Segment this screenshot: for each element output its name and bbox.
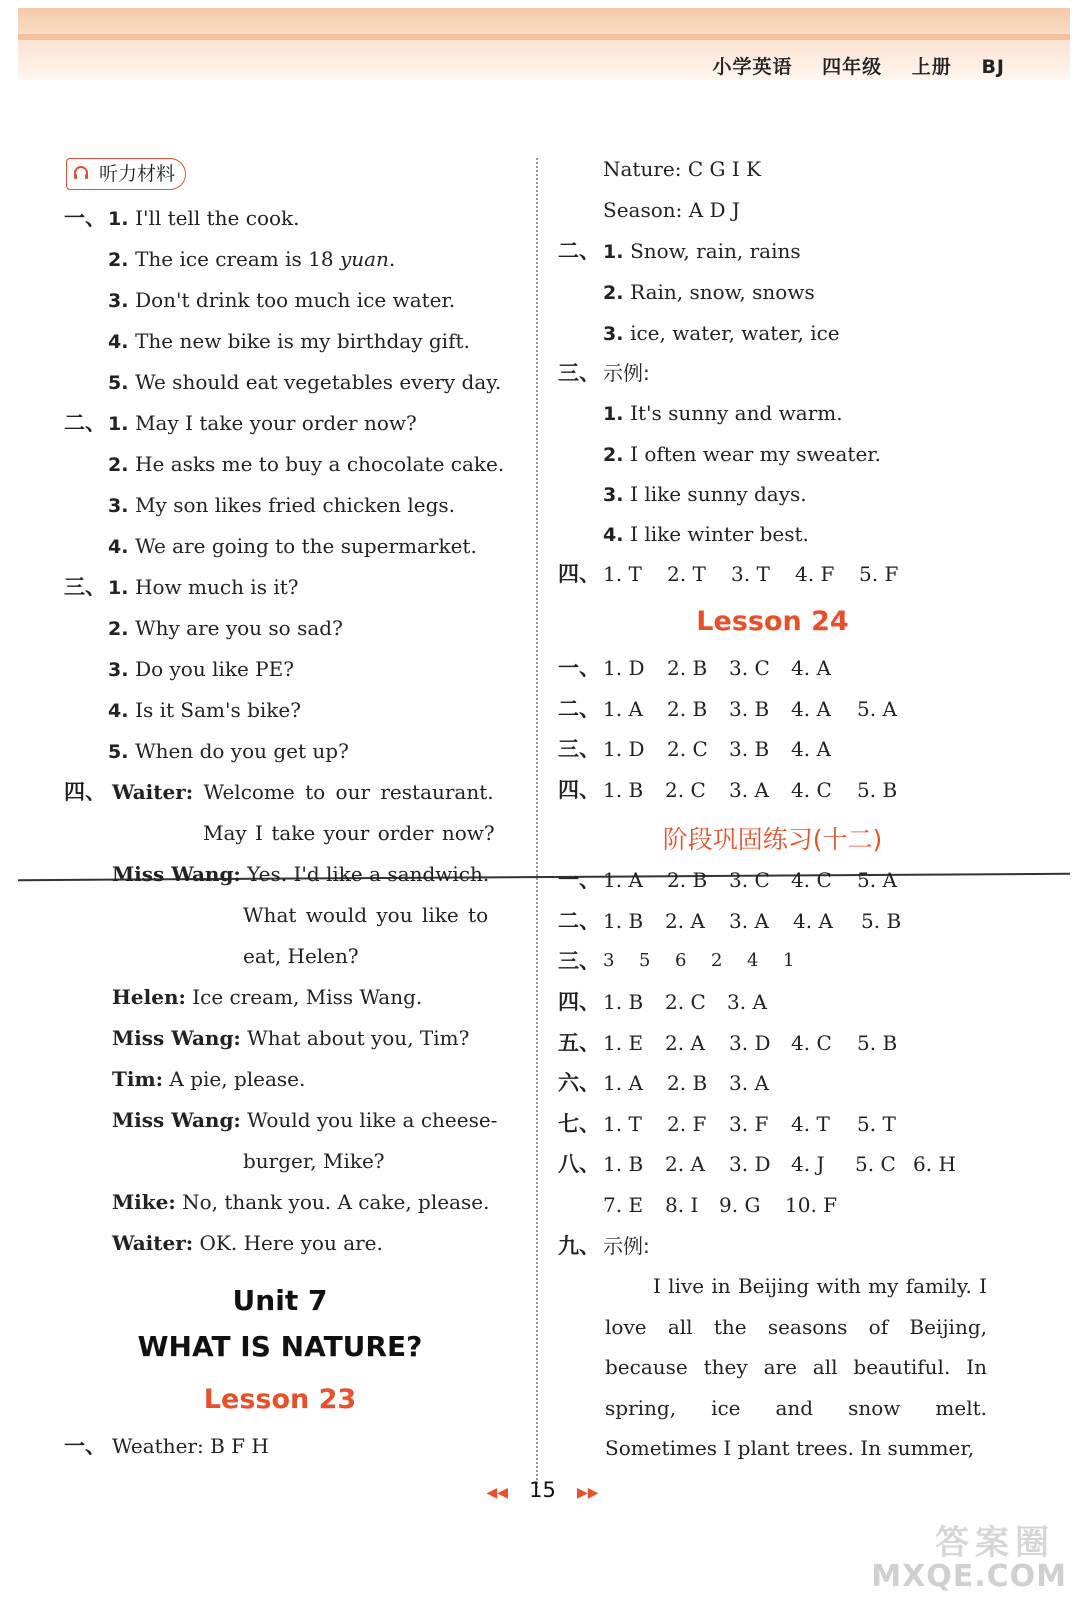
tag-label: 听力材料 <box>99 163 176 185</box>
dialogue-line: Waiter: Welcome to our restaurant. <box>112 780 494 804</box>
answer-row: 3 5 6 2 4 1 <box>603 950 795 971</box>
section-marker: 六、 <box>558 1071 600 1095</box>
list-item: 4. I like winter best. <box>603 522 809 546</box>
headphones-icon <box>73 166 89 180</box>
answer-row: 7. E 8. I 9. G 10. F <box>603 1193 838 1217</box>
section-marker: 三、 <box>64 575 106 599</box>
section-marker: 九、 <box>558 1234 600 1258</box>
section-marker: 七、 <box>558 1112 600 1136</box>
list-item: 1. How much is it? <box>108 575 299 599</box>
list-item: 2. Why are you so sad? <box>108 616 343 640</box>
header-stripe <box>18 34 1070 40</box>
column-divider <box>536 158 538 1488</box>
weather-answer: Weather: B F H <box>112 1434 269 1458</box>
header-meta <box>691 52 1005 79</box>
answer-row: 1. E 2. A 3. D 4. C 5. B <box>603 1031 898 1055</box>
header-grade: 四年级 <box>822 56 883 78</box>
lesson-23-heading: Lesson 23 <box>203 1384 357 1415</box>
list-item: 1. May I take your order now? <box>108 411 417 435</box>
list-item: 3. ice, water, water, ice <box>603 321 840 345</box>
answer-row: 1. B 2. A 3. A 4. A 5. B <box>603 909 902 933</box>
header-edition: BJ <box>981 56 1005 78</box>
watermark-logo: 答案圈 <box>935 1523 1055 1563</box>
answer-row: 1. A 2. B 3. A <box>603 1071 769 1095</box>
answer-row: 1. T 2. T 3. T 4. F 5. F <box>603 562 899 586</box>
section-marker: 三、 <box>558 361 600 385</box>
section-marker: 二、 <box>558 239 600 263</box>
list-item: 4. The new bike is my birthday gift. <box>108 329 470 353</box>
section-marker: 五、 <box>558 1031 600 1055</box>
answer-row: 1. D 2. C 3. B 4. A <box>603 737 831 761</box>
dialogue-line: Miss Wang: Would you like a cheese- <box>112 1108 498 1132</box>
list-item: 1. I'll tell the cook. <box>108 206 300 230</box>
prev-arrows-icon: ◀◀ <box>486 1485 509 1501</box>
dialogue-line: What would you like to <box>243 903 489 927</box>
section-marker: 二、 <box>558 697 600 721</box>
list-item: 4. We are going to the supermarket. <box>108 534 477 558</box>
answer-row: 1. B 2. A 3. D 4. J 5. C 6. H <box>603 1152 956 1176</box>
section-marker: 一、 <box>64 206 106 230</box>
list-item: 4. Is it Sam's bike? <box>108 698 301 722</box>
dialogue-line: Miss Wang: Yes. I'd like a sandwich. <box>112 862 490 886</box>
example-label: 示例: <box>603 361 650 385</box>
header-subject: 小学英语 <box>712 56 793 78</box>
list-item: 5. When do you get up? <box>108 739 349 763</box>
list-item: 1. Snow, rain, rains <box>603 239 801 263</box>
list-item: 2. The ice cream is 18 yuan. <box>108 247 396 271</box>
unit-number: Unit 7 <box>232 1284 328 1317</box>
answer-row: 1. A 2. B 3. C 4. C 5. A <box>603 868 897 892</box>
answer-row: 1. D 2. B 3. C 4. A <box>603 656 831 680</box>
section-marker: 一、 <box>558 868 600 892</box>
answer-row: 1. T 2. F 3. F 4. T 5. T <box>603 1112 896 1136</box>
watermark-url: MXQE.COM <box>871 1559 1067 1594</box>
example-label: 示例: <box>603 1234 650 1258</box>
list-item: 3. My son likes fried chicken legs. <box>108 493 455 517</box>
dialogue-line: Waiter: OK. Here you are. <box>112 1231 383 1255</box>
unit-title: WHAT IS NATURE? <box>137 1330 423 1363</box>
section-marker: 二、 <box>64 411 106 435</box>
section-marker: 八、 <box>558 1152 600 1176</box>
page-footer <box>0 1478 1085 1502</box>
dialogue-line: Miss Wang: What about you, Tim? <box>112 1026 470 1050</box>
lesson-24-heading: Lesson 24 <box>696 606 849 637</box>
next-arrows-icon: ▶▶ <box>576 1485 599 1501</box>
nature-answer: Nature: C G I K <box>603 157 762 181</box>
answer-row: 1. B 2. C 3. A <box>603 990 767 1014</box>
section-marker: 四、 <box>64 780 106 804</box>
list-item: 2. He asks me to buy a chocolate cake. <box>108 452 505 476</box>
section-marker: 三、 <box>558 737 600 761</box>
dialogue-line: burger, Mike? <box>243 1149 385 1173</box>
dialogue-line: May I take your order now? <box>203 821 495 845</box>
section-marker: 三、 <box>558 949 600 973</box>
example-paragraph: I live in Beijing with my family. I love all the seasons of Beijing, because they are all beautiful. In spring, ice and snow melt. Sometimes I plant trees. In summer, <box>605 1274 987 1460</box>
list-item: 5. We should eat vegetables every day. <box>108 370 502 394</box>
dialogue-line: Helen: Ice cream, Miss Wang. <box>112 985 423 1009</box>
dialogue-line: eat, Helen? <box>243 944 359 968</box>
listening-material-tag <box>66 158 186 190</box>
section-marker: 四、 <box>558 562 600 586</box>
section-marker: 四、 <box>558 990 600 1014</box>
dialogue-line: Mike: No, thank you. A cake, please. <box>112 1190 490 1214</box>
header-volume: 上册 <box>911 56 952 78</box>
list-item: 1. It's sunny and warm. <box>603 401 843 425</box>
section-marker: 二、 <box>558 909 600 933</box>
section-marker: 一、 <box>64 1434 106 1458</box>
dialogue-line: Tim: A pie, please. <box>112 1067 306 1091</box>
page-number: 15 <box>529 1478 556 1502</box>
section-marker: 一、 <box>558 656 600 680</box>
section-marker: 四、 <box>558 778 600 802</box>
list-item: 2. I often wear my sweater. <box>603 442 882 466</box>
list-item: 2. Rain, snow, snows <box>603 280 815 304</box>
season-answer: Season: A D J <box>603 198 740 222</box>
list-item: 3. I like sunny days. <box>603 482 807 506</box>
stage-practice-heading: 阶段巩固练习(十二) <box>662 825 883 854</box>
answer-row: 1. B 2. C 3. A 4. C 5. B <box>603 778 898 802</box>
answer-row: 1. A 2. B 3. B 4. A 5. A <box>603 697 897 721</box>
list-item: 3. Don't drink too much ice water. <box>108 288 456 312</box>
list-item: 3. Do you like PE? <box>108 657 294 681</box>
